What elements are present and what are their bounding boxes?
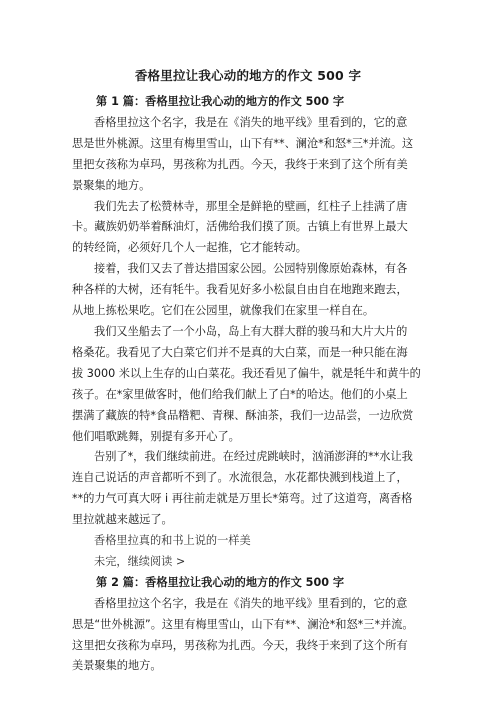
body-line: 他们唱歌跳舞，别提有多开心了。: [72, 429, 240, 443]
section-heading: 第 2 篇：香格里拉让我心动的地方的作文 500 字: [96, 575, 345, 589]
body-line: 从地上拣松果吃。它们在公园里，就像我们在家里一样自在。: [72, 304, 375, 318]
body-line: 种各样的大树，还有牦牛。我看见好多小松鼠自由自在地跑来跑去，: [72, 283, 408, 297]
body-line: 里拉就越来越远了。: [72, 513, 173, 527]
paragraph-start-line: 香格里拉这个名字，我是在《消失的地平线》里看到的，它的意: [94, 115, 408, 129]
body-line: 这里把女孩称为卓玛，男孩称为扎西。今天，我终于来到了这个所有: [72, 638, 408, 652]
body-line: 格桑花。我看见了大白菜它们并不是真的大白菜，而是一种只能在海: [72, 345, 408, 359]
paragraph-start-line: 接着，我们又去了普达措国家公园。公园特别像原始森林，有各: [94, 262, 408, 276]
paragraph-start-line: 香格里拉这个名字，我是在《消失的地平线》里看到的，它的意: [94, 596, 408, 610]
body-line: **的力气可真大呀 i 再往前走就是万里长*第弯。过了这道弯，离香格: [72, 492, 413, 506]
document-title: 香格里拉让我心动的地方的作文 500 字: [134, 68, 362, 83]
body-line: 拔 3000 米以上生存的山白菜花。我还看见了偏牛，就是牦牛和黄牛的: [72, 366, 421, 380]
section-heading: 第 1 篇：香格里拉让我心动的地方的作文 500 字: [96, 95, 345, 108]
paragraph-start-line: 我们又坐船去了一个小岛，岛上有大群大群的骏马和大片大片的: [94, 324, 408, 338]
paragraph-start-line: 告别了*，我们继续前进。在经过虎跳峡时，汹涌澎湃的**水让我: [94, 450, 413, 464]
closing-line: 香格里拉真的和书上说的一样美: [94, 534, 251, 548]
body-line: 思是“世外桃源”。这里有梅里雪山，山下有**、澜沧*和怒*三*并流。: [72, 617, 414, 631]
continue-reading-link[interactable]: 未完，继续阅读 >: [94, 554, 186, 568]
body-line: 景聚集的地方。: [72, 178, 151, 192]
body-line: 卡。藏族奶奶举着酥油灯，活佛给我们摸了顶。古镇上有世界上最大: [72, 220, 408, 234]
body-line: 里把女孩称为卓玛，男孩称为扎西。今天，我终于来到了这个所有美: [72, 157, 408, 171]
body-line: 孩子。在*家里做客时，他们给我们献上了白*的哈达。他们的小桌上: [72, 387, 408, 401]
body-line: 的转经筒，必须好几个人一起推，它才能转动。: [72, 241, 307, 255]
body-line: 摆满了藏族的特*食品糌粑、青稞、酥油茶，我们一边品尝，一边欣赏: [72, 408, 414, 422]
body-line: 美景聚集的地方。: [72, 659, 162, 673]
body-line: 连自己说话的声音都听不到了。水流很急，水花都快溅到栈道上了，: [72, 471, 408, 485]
body-line: 思是世外桃源。这里有梅里雪山，山下有**、澜沧*和怒*三*并流。这: [72, 136, 414, 150]
paragraph-start-line: 我们先去了松赞林寺，那里全是鲜艳的壁画，红柱子上挂满了唐: [94, 199, 408, 213]
document-body: [72, 92, 422, 677]
